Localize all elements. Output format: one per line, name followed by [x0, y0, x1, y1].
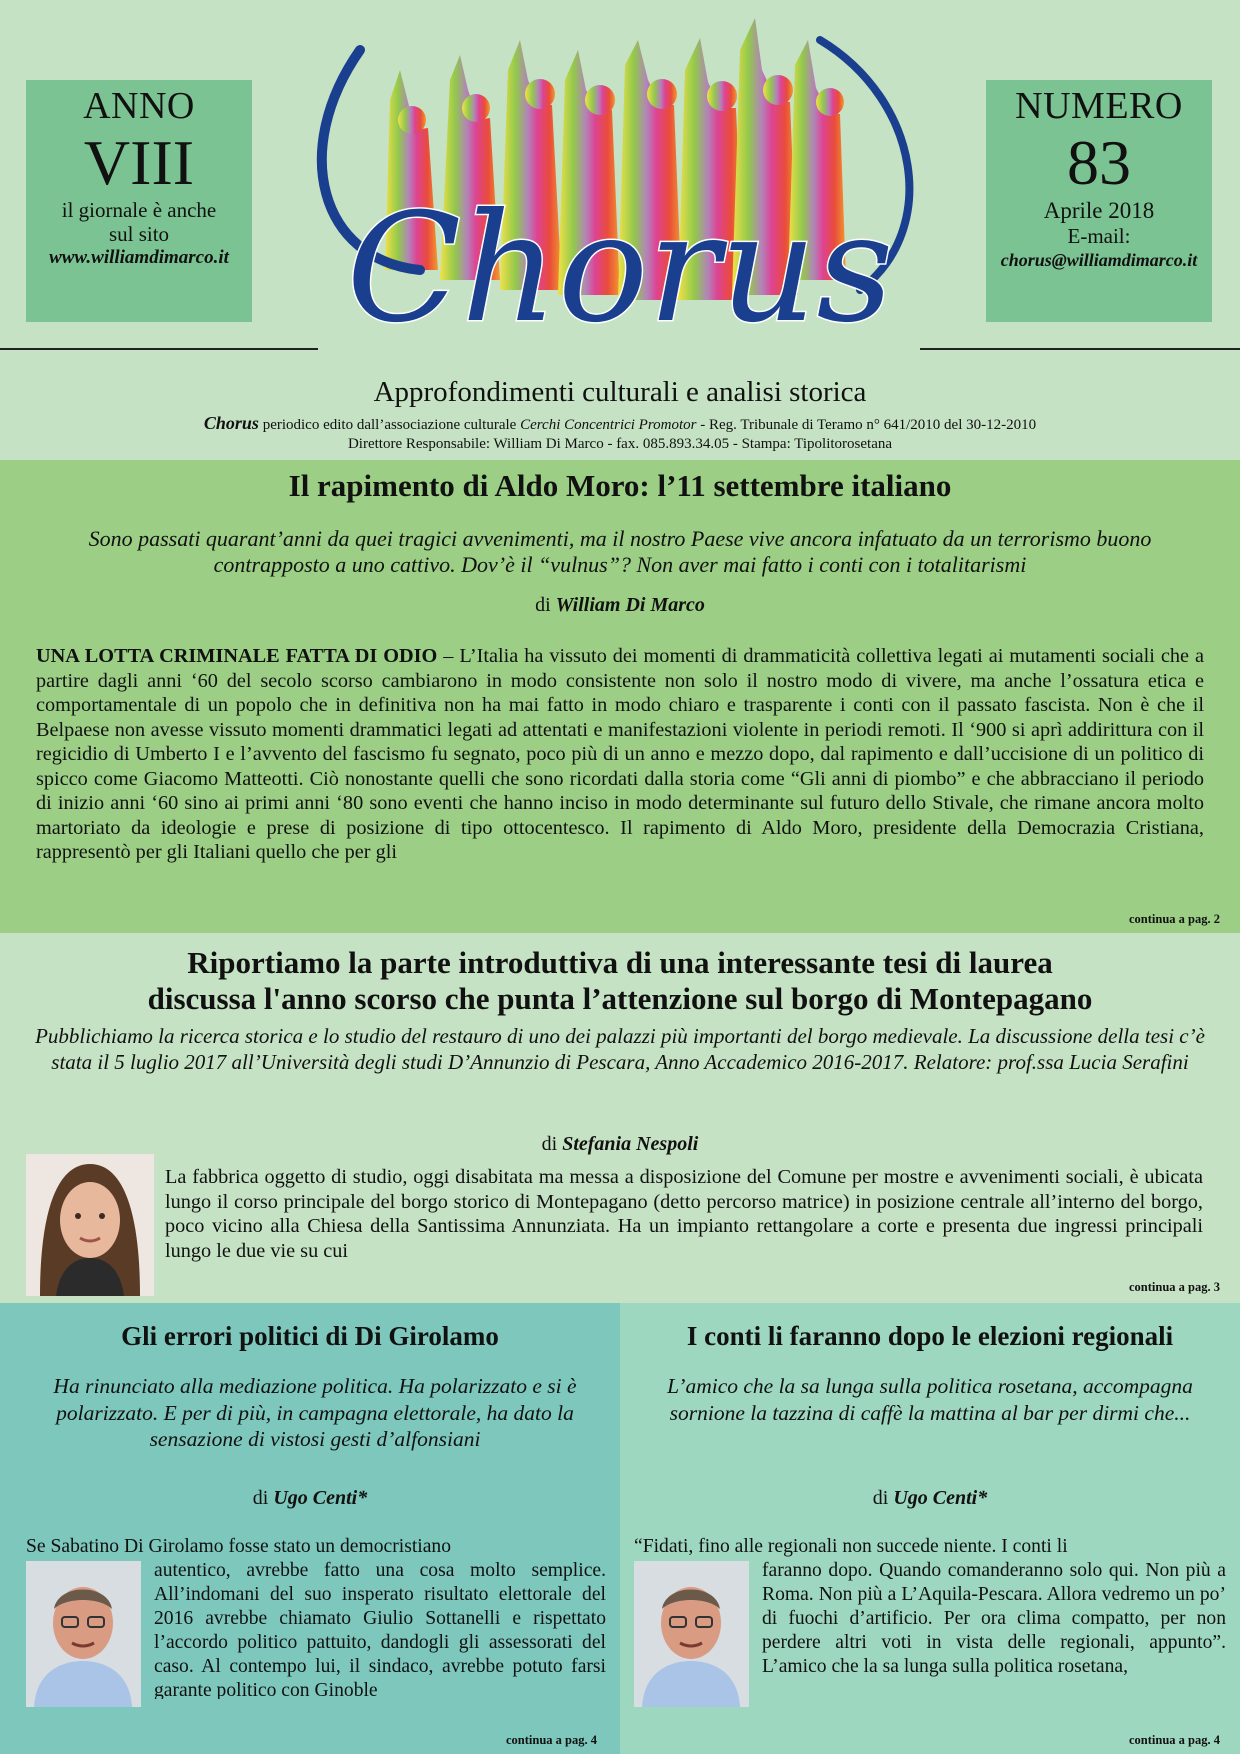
byline-di: di	[541, 1133, 558, 1155]
site-note-line2: sul sito	[108, 222, 170, 246]
article-moro	[0, 460, 1240, 933]
article-conti-body: faranno dopo. Quando comanderanno solo qui. Non più a Roma. Non più a L’Aquila-Pescara. Allora vedremo un po’ di fuochi d’artificio. Per ora clima compatto, per non perdere altri voti in vista delle regionali, appunto”. L’amico che la sa lunga sulla politica rosetana,	[762, 1560, 1226, 1677]
site-note-line1: il giornale è anche	[61, 198, 217, 222]
article-di-girolamo-body: autentico, avrebbe fatto una cosa molto semplice. All’indomani del suo insperato risultato elettorale del 2016 avrebbe chiamato Giulio Sottanelli e rispettato l’accordo politico pattuito, dandogli gli assessorati del caso. Al contempo lui, il sindaco, avrebbe potuto farsi garante politico con Ginoble	[154, 1560, 606, 1699]
article-moro-text: – L’Italia ha vissuto dei momenti di drammaticità collettiva legati ai mutamenti sociali che a partire dagli anni ‘60 del secolo scorso cambiarono in modo consistente non solo il nostro modo di vivere, ma anche l’ossatura etica e comportamentale di un popolo che in definitiva non ha mai fatto in modo chiaro e trasparente i conti con il passato fascista. Non è che il Belpaese non avesse vissuto momenti drammatici legati ad attentati e manifestazioni violente in periodi remoti. Il ‘900 si aprì addirittura con il regicidio di Umberto I e l’avvento del fascismo fu segnato, poco più di un anno e mezzo dopo, dal rapimento e dall’uccisione di un politico di spicco come Giacomo Matteotti. Ciò nonostante quelli che sono ricordati dalla storia come “Gli anni di piombo” e che abbracciano il periodo di inizio anni ‘60 sino ai primi anni ‘80 sono eventi che hanno inciso in modo determinante sul futuro dello Stivale, che rimane ancora molto martoriato da ideologie e prese di posizione di tipo ottocentesco. Il rapimento di Aldo Moro, presidente della Democrazia Cristiana, rappresentò per gli Italiani quello che per gli	[36, 645, 1204, 863]
article-di-girolamo	[0, 1303, 620, 1754]
email-link[interactable]: chorus@williamdimarco.it	[1000, 250, 1198, 270]
article-di-girolamo-title: Gli errori politici di Di Girolamo	[121, 1321, 499, 1351]
article-moro-lead: Sono passati quarant’anni da quei tragici avvenimenti, ma il nostro Paese vive ancora infatuato da un terrorismo buono contrapposto a uno cattivo. Dov’è il “vulnus”? Non aver mai fatto i conti con i totalitarismi	[88, 526, 1152, 577]
year-box	[26, 80, 252, 322]
publication-info	[0, 414, 1240, 454]
author-photo-nespoli	[26, 1154, 154, 1296]
title-line1: Riportiamo la parte introduttiva di una interessante tesi di laurea	[187, 945, 1053, 980]
byline-author: William Di Marco	[555, 594, 705, 616]
year-number: VIII	[83, 127, 195, 198]
issue-label: NUMERO	[1015, 85, 1183, 127]
site-link[interactable]: www.williamdimarco.it	[49, 247, 229, 268]
article-montepagano-body: La fabbrica oggetto di studio, oggi disabitata ma messa a disposizione del Comune per mostre e avvenimenti sociali, è ubicata lungo il corso principale del borgo storico di Montepagano (detto percorso matrice) in posizione centrale all’interno del borgo, poco vicino alla Chiesa della Santissima Annunziata. Ha un impianto rettangolare a corte e presenta due ingressi principali lungo le due vie su cui	[165, 1166, 1203, 1262]
article-moro-body	[36, 644, 1204, 894]
article-montepagano-byline	[0, 1133, 1240, 1156]
article-di-girolamo-lead: Ha rinunciato alla mediazione politica. Ha polarizzato e si è polarizzato. E per di più, in campagna elettorale, ha dato la sensazione di vistosi gesti d’alfonsiani	[53, 1374, 577, 1451]
year-label: ANNO	[83, 85, 195, 127]
pub-association: Cerchi Concentrici Promotor	[520, 417, 697, 433]
pub-name: Chorus	[203, 413, 259, 433]
article-conti-byline	[620, 1487, 1240, 1510]
email-label: E-mail:	[1067, 224, 1131, 248]
masthead-subtitle: Approfondimenti culturali e analisi storica	[373, 376, 867, 408]
article-moro-byline	[0, 594, 1240, 617]
byline-author: Stefania Nespoli	[562, 1133, 699, 1155]
issue-box	[986, 80, 1212, 322]
article-conti-title: I conti li faranno dopo le elezioni regionali	[686, 1321, 1174, 1351]
issue-date: Aprile 2018	[1043, 198, 1155, 223]
title-line2: discussa l'anno scorso che punta l’attenzione sul borgo di Montepagano	[147, 981, 1093, 1016]
byline-di: di	[252, 1487, 269, 1509]
chorus-logo	[300, 10, 940, 360]
article-montepagano-lead: Pubblichiamo la ricerca storica e lo studio del restauro di uno dei palazzi più importanti del borgo medievale. La discussione della tesi c’è stata il 5 luglio 2017 all’Università degli studi D’Annunzio di Pescara, Anno Accademico 2016-2017. Relatore: prof.ssa Lucia Serafini	[35, 1024, 1205, 1074]
issue-number: 83	[1067, 127, 1131, 198]
continue-link[interactable]: continua a pag. 2	[1129, 912, 1220, 926]
byline-di: di	[872, 1487, 889, 1509]
article-montepagano	[0, 933, 1240, 1303]
continue-link[interactable]: continua a pag. 3	[1129, 1280, 1220, 1294]
article-conti-body-first: “Fidati, fino alle regionali non succede niente. I conti li	[634, 1536, 1068, 1557]
continue-link[interactable]: continua a pag. 4	[506, 1733, 597, 1747]
article-di-girolamo-byline	[0, 1487, 620, 1510]
pub-text-a: periodico edito dall’associazione culturale	[258, 417, 521, 433]
pub-text-b: - Reg. Tribunale di Teramo n° 641/2010 del 30-12-2010	[696, 417, 1037, 433]
byline-di: di	[535, 594, 551, 616]
article-conti-lead: L’amico che la sa lunga sulla politica rosetana, accompagna sornione la tazzina di caffè la mattina al bar per dirmi che...	[667, 1374, 1193, 1425]
logo-wordmark: Chorus	[346, 182, 894, 356]
article-moro-kicker: UNA LOTTA CRIMINALE FATTA DI ODIO	[36, 645, 438, 667]
article-di-girolamo-body-first: Se Sabatino Di Girolamo fosse stato un democristiano	[26, 1536, 452, 1557]
continue-link[interactable]: continua a pag. 4	[1129, 1733, 1220, 1747]
article-conti	[620, 1303, 1240, 1754]
header-rule-right	[920, 348, 1240, 350]
author-photo-centi	[26, 1561, 141, 1707]
article-moro-title: Il rapimento di Aldo Moro: l’11 settembre italiano	[288, 468, 952, 503]
author-photo-centi-2	[634, 1561, 749, 1707]
byline-author: Ugo Centi*	[273, 1487, 368, 1509]
article-montepagano-title	[0, 945, 1240, 1017]
byline-author: Ugo Centi*	[893, 1487, 988, 1509]
pub-director-line: Direttore Responsabile: William Di Marco - fax. 085.893.34.05 - Stampa: Tipolitorosetana	[347, 436, 893, 452]
header-rule-left	[0, 348, 318, 350]
